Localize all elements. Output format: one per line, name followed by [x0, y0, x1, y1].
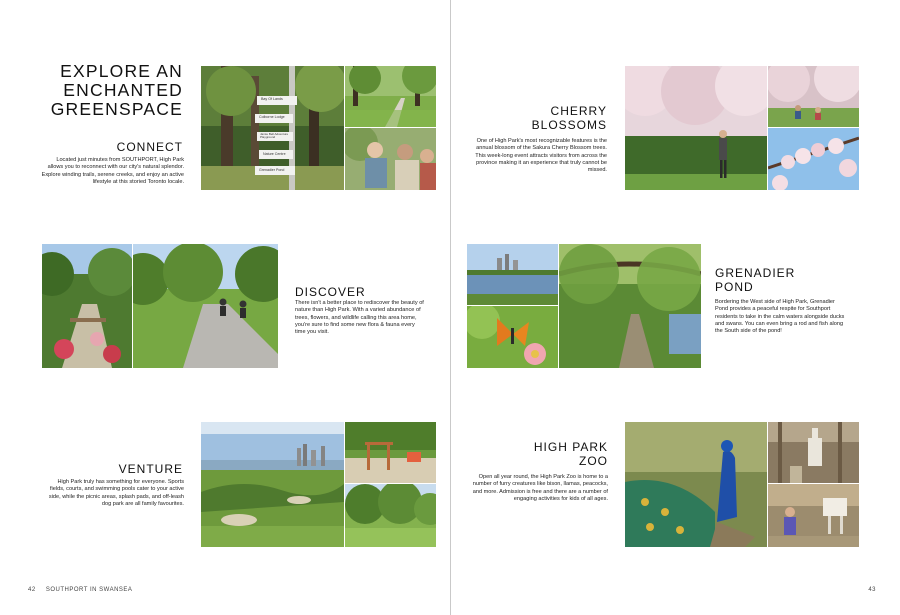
- blossom-closeup-photo: [768, 128, 859, 190]
- connect-heading: CONNECT: [116, 140, 183, 154]
- publication-name: SOUTHPORT IN SWANSEA: [45, 587, 133, 593]
- high-park-zoo-heading: HIGH PARK ZOO: [533, 440, 608, 468]
- connect-body: Located just minutes from SOUTHPORT, High Park allows you to reconnect with our city's natural splendor. Explore winding trails, serene creeks, and enjoy an active lifestyle at this storied Toronto locale.: [41, 157, 184, 185]
- right-folio: [868, 587, 876, 593]
- garden-photo: [42, 244, 132, 368]
- cherry-tree-photo: [625, 66, 767, 190]
- pond-skyline-photo: [467, 244, 558, 305]
- grenadier-pond-heading: GRENADIER POND: [715, 266, 796, 294]
- venture-body: High Park truly has something for everyone. Sports fields, courts, and swimming pools cater to your active side, while the picnic areas, splash pads, and off-leash dog park are all family favourites.: [48, 479, 184, 507]
- discover-body: There isn't a better place to rediscover the beauty of nature than High Park. With a varied abundance of trees, flowers, and wildlife calling this area home, you're sure to find some new flora & fauna every time you visit.: [295, 300, 424, 336]
- signpost-label-3: Jamie Bell Adventure Playground: [260, 132, 289, 140]
- picnic-photo: [345, 128, 436, 190]
- left-page-number: 42: [28, 587, 36, 593]
- blossom-picnic-photo: [768, 66, 859, 127]
- cherry-blossoms-heading: CHERRY BLOSSOMS: [531, 104, 607, 132]
- venture-heading: VENTURE: [118, 462, 183, 476]
- cherry-blossoms-body: One of High Park's most recognizable features is the annual blossom of the Sakura Cherry Blossom trees. This week-long event attracts visitors from across the province making it an experience that truly cannot be missed.: [475, 138, 607, 174]
- signpost-label-2: Colborne Lodge: [259, 115, 285, 119]
- grenadier-pond-body: Bordering the West side of High Park, Grenadier Pond provides a peaceful respite for Southport residents to take in the calm waters alongside ducks and swans. You can even bring a rod and fish along the South side of the pond!: [715, 299, 845, 335]
- signpost-photo: [201, 66, 344, 190]
- aerial-park-photo: [201, 422, 344, 547]
- playground-photo: [345, 422, 436, 483]
- right-page-number: 43: [868, 587, 876, 593]
- cyclists-photo: [133, 244, 278, 368]
- signpost-label-1: Bay Of Lands: [261, 97, 283, 101]
- signpost-label-5: Grenadier Pond: [259, 168, 285, 172]
- left-folio: [28, 587, 140, 593]
- discover-heading: DISCOVER: [295, 285, 366, 299]
- signpost-label-4: Nature Centre: [263, 152, 286, 156]
- willow-path-photo: [559, 244, 701, 368]
- trail-photo: [345, 66, 436, 127]
- peacock-photo: [625, 422, 767, 547]
- page-title: EXPLORE AN ENCHANTED GREENSPACE: [50, 61, 183, 119]
- butterfly-photo: [467, 306, 558, 368]
- kids-goats-photo: [768, 484, 859, 547]
- page-gutter: [450, 0, 451, 615]
- llama-photo: [768, 422, 859, 483]
- park-trees-photo: [345, 484, 436, 547]
- high-park-zoo-body: Open all year round, the High Park Zoo is home to a number of furry creatures like bison, llamas, peacocks, and more. Admission is free and there are a number of engaging activities for kids of all ages.: [472, 474, 608, 502]
